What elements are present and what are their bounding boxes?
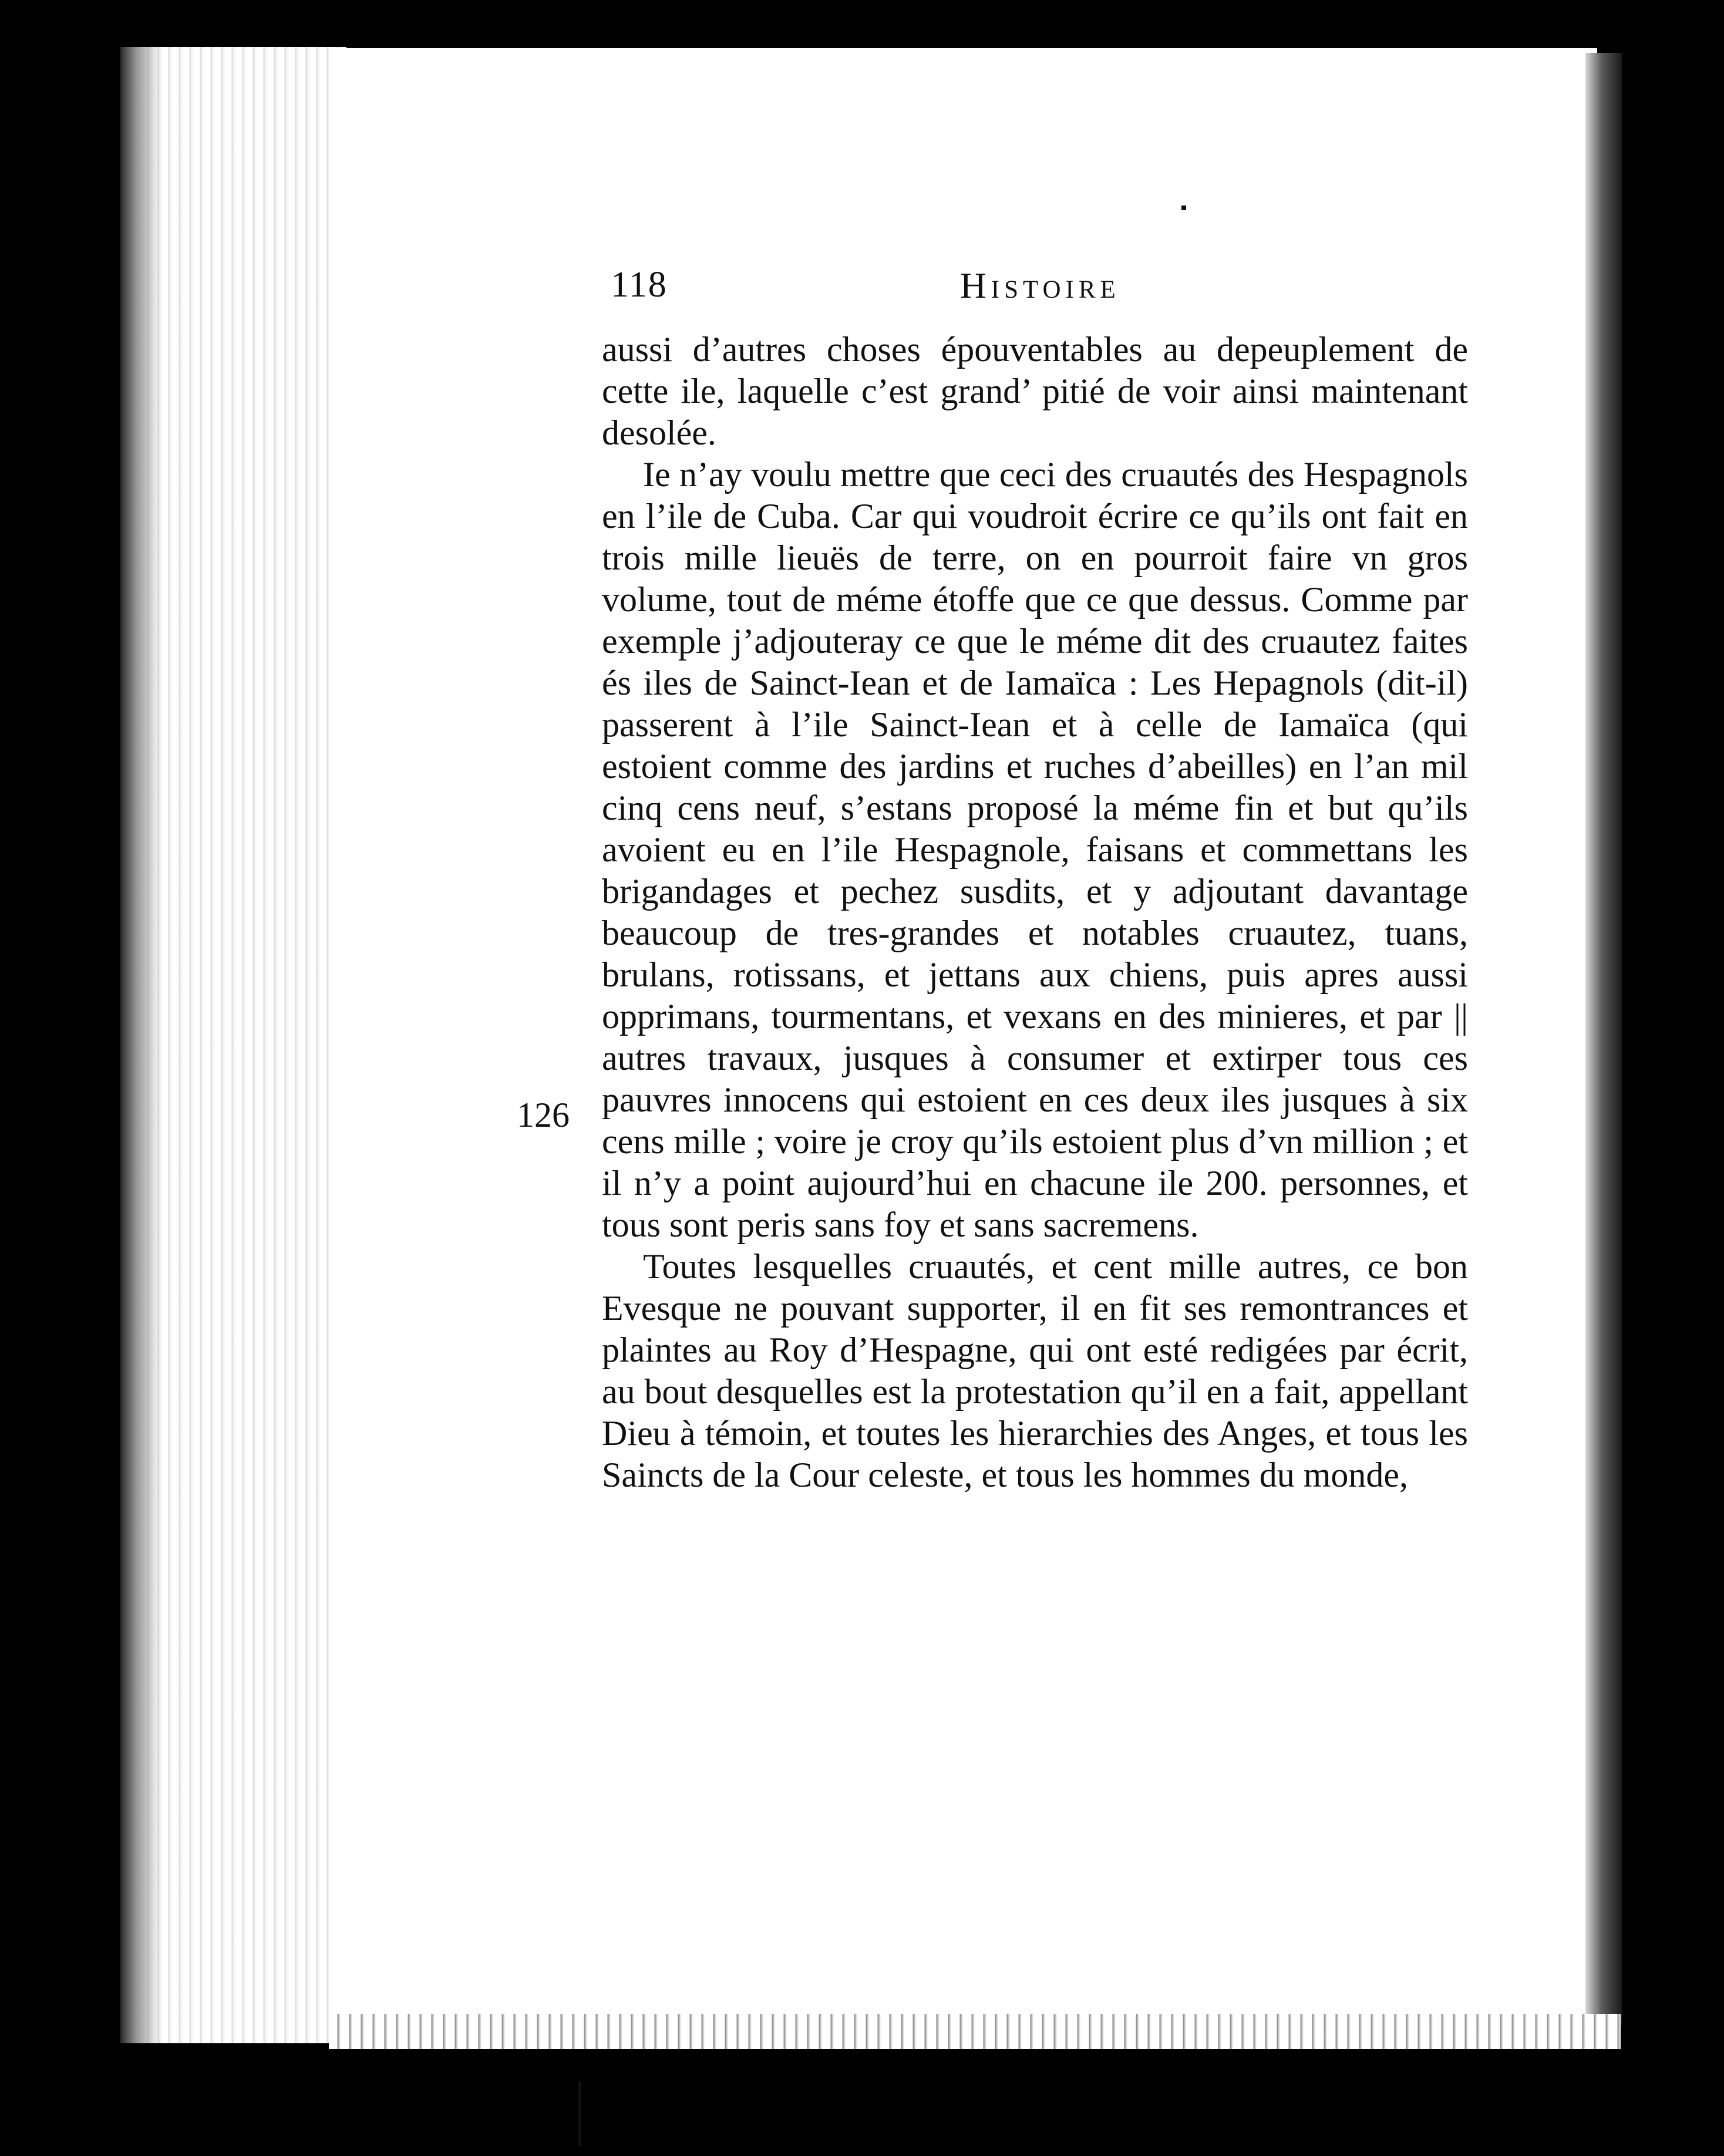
scan-speck — [1181, 206, 1186, 210]
running-title: Histoire — [960, 266, 1120, 306]
page-stack-shadow — [120, 47, 161, 2043]
right-page-edge — [1585, 53, 1622, 2026]
scan-speck — [578, 2081, 581, 2146]
text-block — [602, 252, 1468, 1496]
paragraph-2: Ie n’ay voulu mettre que ceci des cruautés des Hespagnols en l’ile de Cuba. Car qui voudroit écrire ce qu’ils ont fait en trois mille lieuës de terre, on en pourroit faire vn gros volume, tout de méme étoffe que ce que dessus. Comme par exemple j’adjouteray ce que le méme dit des cruautez faites és iles de Sainct-Iean et de Iamaïca : Les Hepagnols (dit-il) passerent à l’ile Sainct-Iean et à celle de Iamaïca (qui estoient comme des jardins et ruches d’abeilles) en l’an mil cinq cens neuf, s’estans proposé la méme fin et but qu’ils avoient eu en l’ile Hespagnole, faisans et commettans les brigandages et pechez susdits, et y adjoutant davantage beaucoup de tres-grandes et notables cruautez, tuans, brulans, rotissans, et jettans aux chiens, puis apres aussi opprimans, tourmentans, et vexans en des minieres, et par || autres travaux, jusques à consumer et extirper tous ces pauvres innocens qui estoient en ces deux iles jusques à six cens mille ; voire je croy qu’ils estoient plus d’vn million ; et il n’y a point aujourd’hui en chacune ile 200. personnes, et tous sont peris sans foy et sans sacremens. — [602, 455, 1468, 1244]
paragraph-1: aussi d’autres choses épouventables au depeuplement de cette ile, laquelle c’est grand’ pitié de voir ainsi maintenant desolée. — [602, 330, 1468, 452]
page-header — [602, 252, 1468, 329]
paragraph-3: Toutes lesquelles cruautés, et cent mille autres, ce bon Evesque ne pouvant supporter, il en fit ses remontrances et plaintes au Roy d’Hespagne, qui ont esté redigées par écrit, au bout desquelles est la protestation qu’il en a fait, appellant Dieu à témoin, et toutes les hierarchies des Anges, et tous les Saincts de la Cour celeste, et tous les hommes du monde, — [602, 1247, 1468, 1494]
marginal-page-number: 126 — [517, 1096, 570, 1134]
page-number: 118 — [611, 265, 668, 305]
bottom-page-edge — [329, 2014, 1621, 2049]
